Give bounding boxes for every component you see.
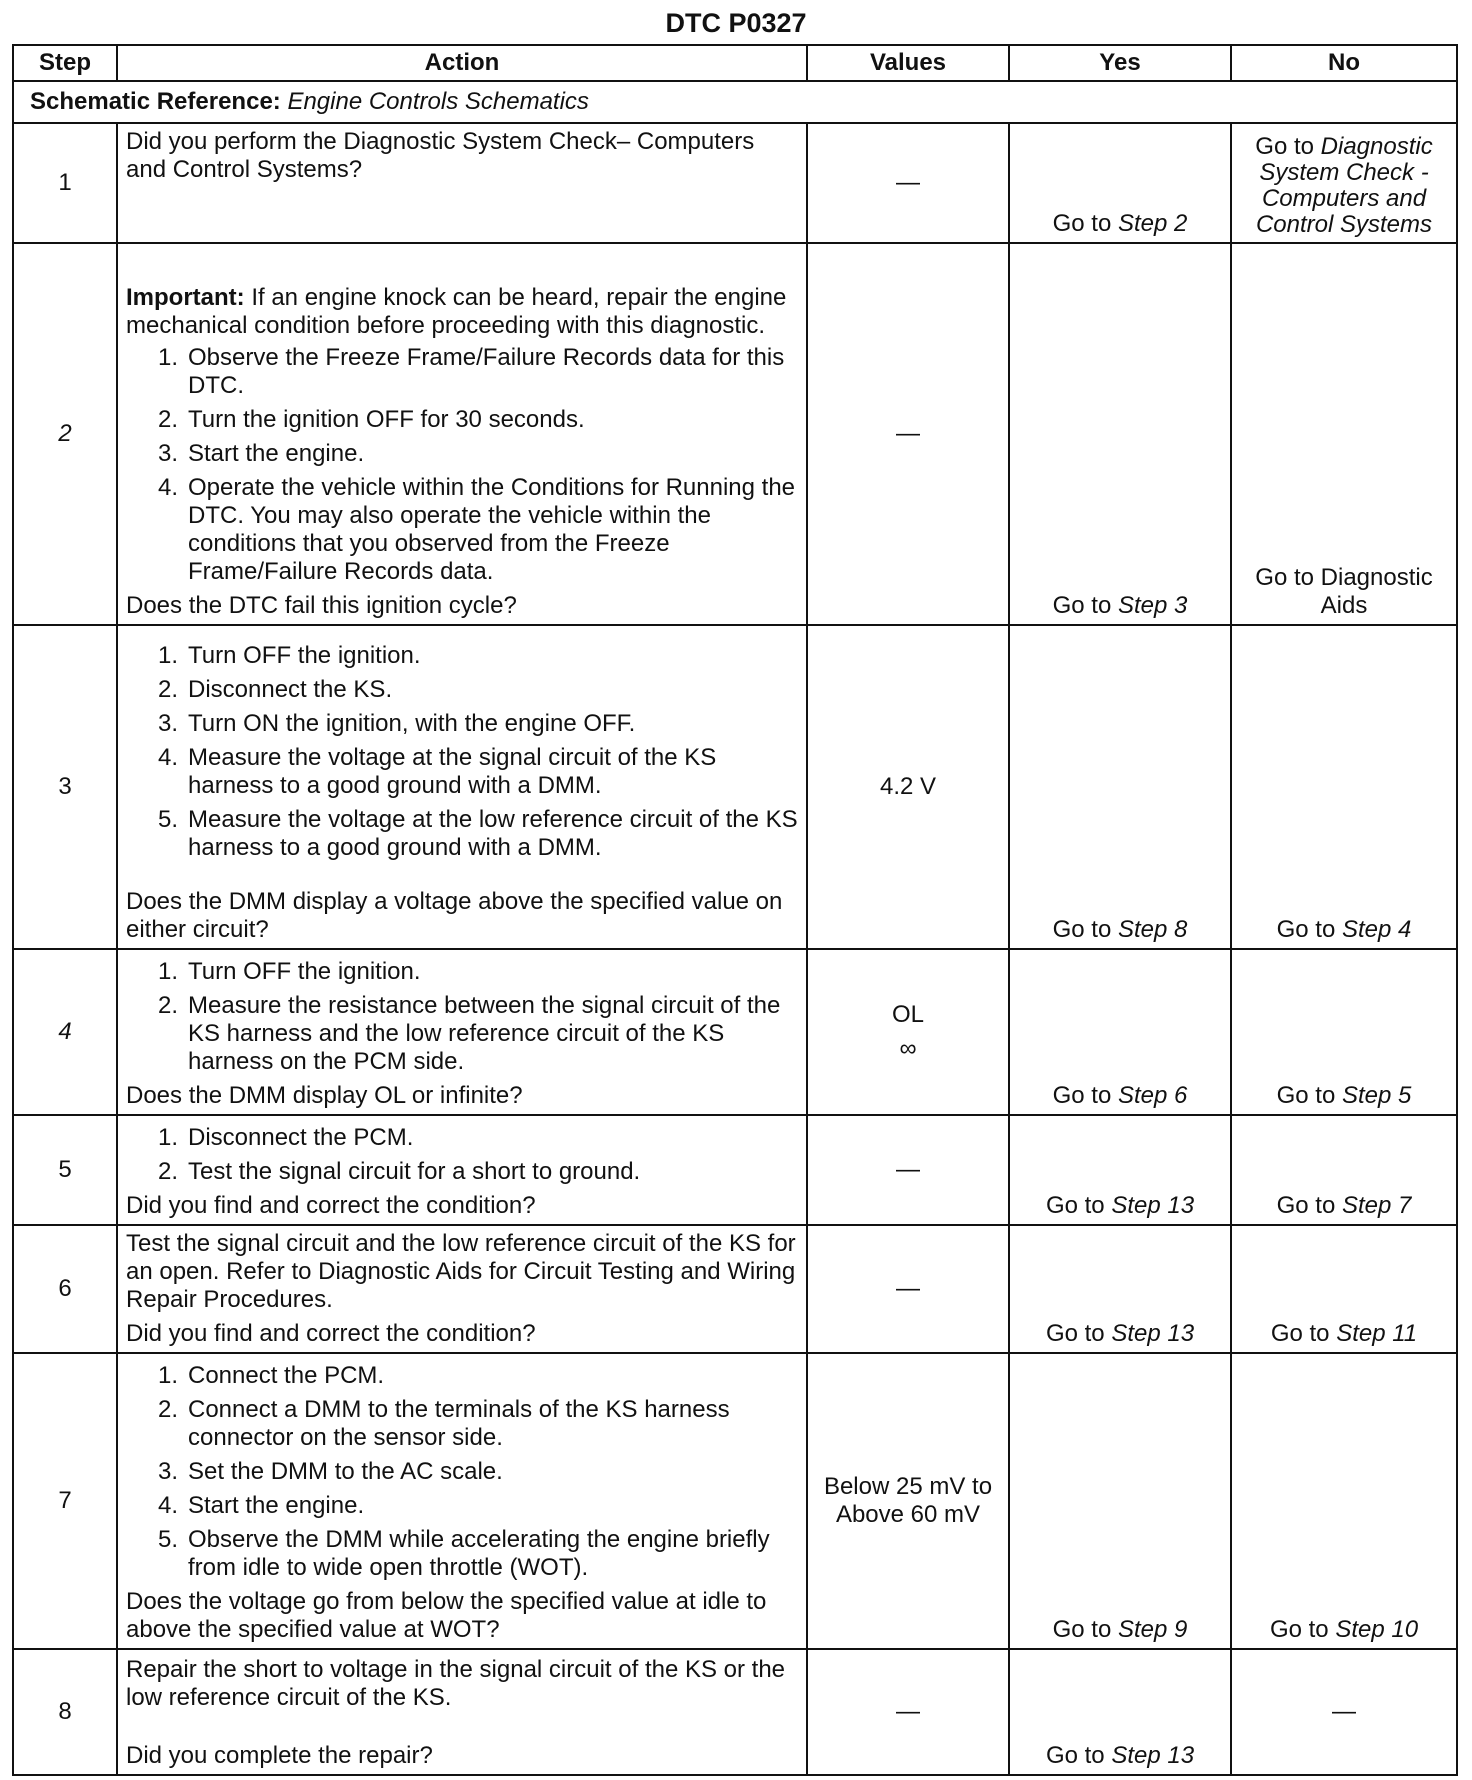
no-cell [1231,243,1457,625]
value-cell: Below 25 mV to Above 60 mV [807,1353,1009,1649]
no-cell: — [1231,1649,1457,1775]
no-cell [1231,1225,1457,1353]
yes-cell [1009,1649,1231,1775]
list-item: 4. Operate the vehicle within the Conditions for Running the DTC. You may also operate the vehicle within the conditions that you observed from the Freeze Frame/Failure Records data. [157,474,796,585]
action-list [126,1124,798,1186]
yes-link[interactable]: Step 13 [1111,1320,1195,1347]
value-cell [807,949,1009,1115]
schematic-row [13,81,1457,123]
value-cell: — [807,1115,1009,1225]
schematic-label: Schematic Reference: [30,88,281,115]
value-cell: — [807,243,1009,625]
step-number: 8 [13,1649,117,1775]
action-cell [117,123,807,243]
table-row [13,1115,1457,1225]
no-prefix: Go to [1276,916,1336,943]
action-question: Does the voltage go from below the specified value at idle to above the specified value at WOT? [126,1588,767,1643]
list-item: 5. Measure the voltage at the low reference circuit of the KS harness to a good ground with a DMM. [157,806,798,861]
action-cell [117,1353,807,1649]
no-link[interactable]: Diagnostic System Check - Computers and Control Systems [1255,133,1433,238]
action-list [126,344,798,586]
header-row [13,45,1457,81]
list-item: 4. Measure the voltage at the signal circuit of the KS harness to a good ground with a DMM. [157,744,717,799]
no-link[interactable]: Step 11 [1336,1320,1418,1347]
header-yes: Yes [1009,45,1231,81]
important-note [126,284,798,340]
action-list [126,1362,798,1582]
action-question: Did you complete the repair? [126,1742,433,1769]
step-number: 1 [13,123,117,243]
action-cell [117,1115,807,1225]
yes-link[interactable]: Step 2 [1117,210,1188,237]
value-infinity: ∞ [899,1035,917,1062]
step-number: 6 [13,1225,117,1353]
yes-prefix: Go to [1052,592,1112,619]
value-cell: — [807,1649,1009,1775]
step-number: 3 [13,625,117,949]
table-row [13,625,1457,949]
yes-prefix: Go to [1052,210,1112,237]
action-cell [117,1649,807,1775]
yes-cell [1009,625,1231,949]
value-ol: OL [891,1001,924,1028]
list-item: 2. Test the signal circuit for a short to ground. [157,1158,641,1185]
yes-link[interactable]: Step 6 [1117,1082,1188,1109]
yes-link[interactable]: Step 13 [1111,1742,1195,1769]
list-item: 2. Turn the ignition OFF for 30 seconds. [157,406,585,433]
important-label: Important: [126,284,245,311]
yes-prefix: Go to [1052,1082,1112,1109]
list-item: 2. Disconnect the KS. [157,676,393,703]
action-question: Did you find and correct the condition? [126,1192,536,1219]
page-title: DTC P0327 [665,8,807,38]
yes-prefix: Go to [1045,1742,1105,1769]
list-item: 1. Connect the PCM. [157,1362,385,1389]
step-number: 4 [13,949,117,1115]
value-cell: — [807,1225,1009,1353]
no-link[interactable]: Step 10 [1335,1616,1419,1643]
no-cell [1231,123,1457,243]
no-link[interactable]: Step 4 [1341,916,1412,943]
list-item: 1. Observe the Freeze Frame/Failure Records data for this DTC. [157,344,785,399]
no-prefix: Go to [1276,1082,1336,1109]
list-item: 3. Set the DMM to the AC scale. [157,1458,503,1485]
step-number: 5 [13,1115,117,1225]
list-item: 3. Turn ON the ignition, with the engine OFF. [157,710,636,737]
no-link[interactable]: Step 7 [1341,1192,1412,1219]
no-prefix: Go to [1270,1320,1330,1347]
header-values: Values [807,45,1009,81]
yes-link[interactable]: Step 3 [1117,592,1188,619]
yes-cell [1009,1353,1231,1649]
no-prefix: Go to [1269,1616,1329,1643]
list-item: 5. Observe the DMM while accelerating the engine briefly from idle to wide open throttle (WOT). [157,1526,770,1581]
no-cell [1231,949,1457,1115]
action-cell [117,1225,807,1353]
list-item: 2. Measure the resistance between the signal circuit of the KS harness and the low reference circuit of the KS harness on the PCM side. [157,992,781,1075]
schematic-link[interactable]: Engine Controls Schematics [287,88,589,115]
no-prefix: Go to [1276,1192,1336,1219]
list-item: 1. Turn OFF the ignition. [157,958,421,985]
list-item: 1. Disconnect the PCM. [157,1124,414,1151]
list-item: 2. Connect a DMM to the terminals of the KS harness connector on the sensor side. [157,1396,730,1451]
action-text: Did you perform the Diagnostic System Check– Computers and Control Systems? [126,128,755,183]
no-link[interactable]: Step 5 [1341,1082,1412,1109]
yes-prefix: Go to [1052,1616,1112,1643]
action-text: Repair the short to voltage in the signal circuit of the KS or the low reference circuit of the KS. [126,1656,786,1711]
action-question: Does the DMM display a voltage above the specified value on either circuit? [126,888,783,943]
yes-prefix: Go to [1045,1320,1105,1347]
no-link[interactable]: Go to Diagnostic Aids [1255,564,1433,619]
action-question: Does the DMM display OL or infinite? [126,1082,523,1109]
diagnostic-table [12,44,1458,1776]
yes-link[interactable]: Step 8 [1117,916,1188,943]
table-row [13,1649,1457,1775]
action-text: Test the signal circuit and the low reference circuit of the KS for an open. Refer to Diagnostic Aids for Circuit Testing and Wiring Repair Procedures. [126,1230,796,1313]
yes-link[interactable]: Step 13 [1111,1192,1195,1219]
yes-prefix: Go to [1052,916,1112,943]
no-cell [1231,1115,1457,1225]
value-cell: 4.2 V [807,625,1009,949]
header-no: No [1231,45,1457,81]
yes-link[interactable]: Step 9 [1117,1616,1188,1643]
no-cell [1231,1353,1457,1649]
list-item: 4. Start the engine. [157,1492,365,1519]
list-item: 3. Start the engine. [157,440,365,467]
value-cell: — [807,123,1009,243]
action-list [126,642,798,862]
table-row [13,243,1457,625]
yes-cell [1009,1115,1231,1225]
yes-cell [1009,123,1231,243]
table-row [13,949,1457,1115]
step-number: 2 [13,243,117,625]
step-number: 7 [13,1353,117,1649]
yes-cell [1009,1225,1231,1353]
yes-cell [1009,949,1231,1115]
no-cell [1231,625,1457,949]
action-question: Did you find and correct the condition? [126,1320,536,1347]
list-item: 1. Turn OFF the ignition. [157,642,421,669]
header-action: Action [117,45,807,81]
yes-cell [1009,243,1231,625]
table-row [13,1225,1457,1353]
action-cell [117,625,807,949]
action-list [126,958,798,1076]
table-row [13,123,1457,243]
action-cell [117,243,807,625]
yes-prefix: Go to [1045,1192,1105,1219]
action-cell [117,949,807,1115]
no-prefix: Go to [1255,133,1314,160]
action-question: Does the DTC fail this ignition cycle? [126,592,517,619]
schematic-reference [13,81,1457,123]
table-row [13,1353,1457,1649]
header-step: Step [13,45,117,81]
important-text: If an engine knock can be heard, repair the engine mechanical condition before proceeding with this diagnostic. [126,284,787,339]
